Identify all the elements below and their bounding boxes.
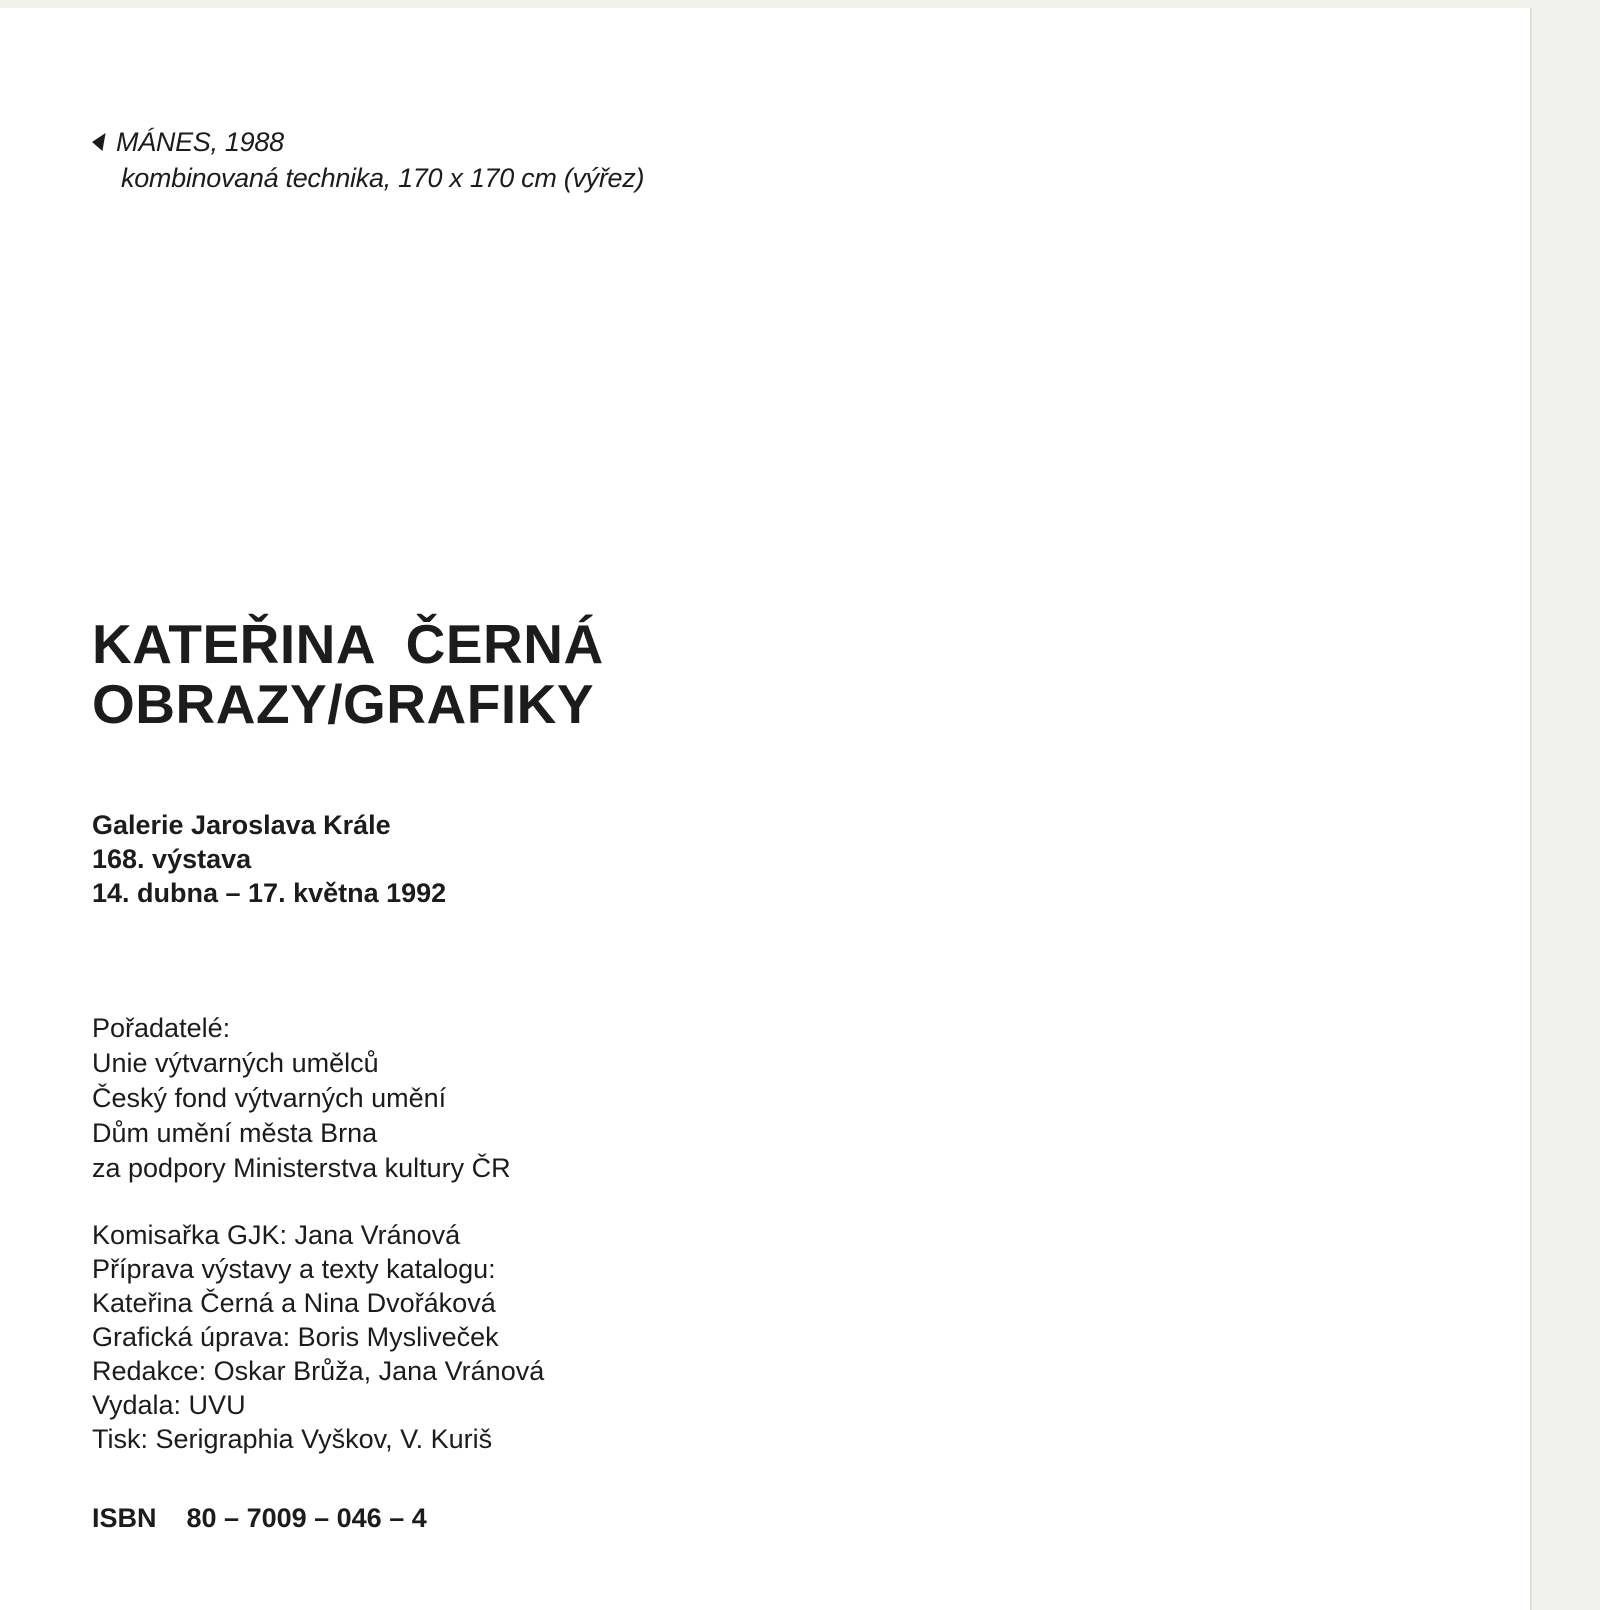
organizer-item: Unie výtvarných umělců bbox=[92, 1048, 379, 1078]
credit-line: Kateřina Černá a Nina Dvořáková bbox=[92, 1288, 496, 1318]
isbn-label: ISBN bbox=[92, 1503, 157, 1533]
organizer-item: Dům umění města Brna bbox=[92, 1118, 378, 1148]
organizer-item: Český fond výtvarných umění bbox=[92, 1083, 447, 1113]
credit-line: Grafická úprava: Boris Mysliveček bbox=[92, 1322, 499, 1352]
catalog-page bbox=[0, 8, 1531, 1610]
isbn-line bbox=[92, 1501, 427, 1535]
catalog-title bbox=[92, 614, 604, 734]
credit-line: Tisk: Serigraphia Vyškov, V. Kuriš bbox=[92, 1424, 493, 1454]
caption-title-row bbox=[92, 124, 644, 160]
image-caption bbox=[92, 124, 644, 196]
gallery-name: Galerie Jaroslava Krále bbox=[92, 810, 391, 840]
isbn-value: 80 – 7009 – 046 – 4 bbox=[186, 1503, 427, 1533]
organizers-block bbox=[92, 1011, 511, 1186]
credit-line: Redakce: Oskar Brůža, Jana Vránová bbox=[92, 1356, 545, 1386]
title-artist: KATEŘINA ČERNÁ bbox=[92, 613, 604, 675]
organizers-heading: Pořadatelé: bbox=[92, 1013, 231, 1043]
exhibition-info bbox=[92, 808, 446, 910]
credits-block bbox=[92, 1218, 544, 1456]
caption-details: kombinovaná technika, 170 x 170 cm (výřez) bbox=[121, 163, 645, 193]
credit-line: Příprava výstavy a texty katalogu: bbox=[92, 1254, 496, 1284]
title-subject: OBRAZY/GRAFIKY bbox=[92, 673, 594, 735]
credit-line: Komisařka GJK: Jana Vránová bbox=[92, 1220, 461, 1250]
left-pointer-icon bbox=[90, 133, 105, 151]
exhibition-dates: 14. dubna – 17. května 1992 bbox=[92, 878, 447, 908]
exhibition-number: 168. výstava bbox=[92, 844, 252, 874]
organizer-item: za podpory Ministerstva kultury ČR bbox=[92, 1153, 511, 1183]
caption-title: MÁNES, 1988 bbox=[116, 127, 284, 157]
credit-line: Vydala: UVU bbox=[92, 1390, 246, 1420]
